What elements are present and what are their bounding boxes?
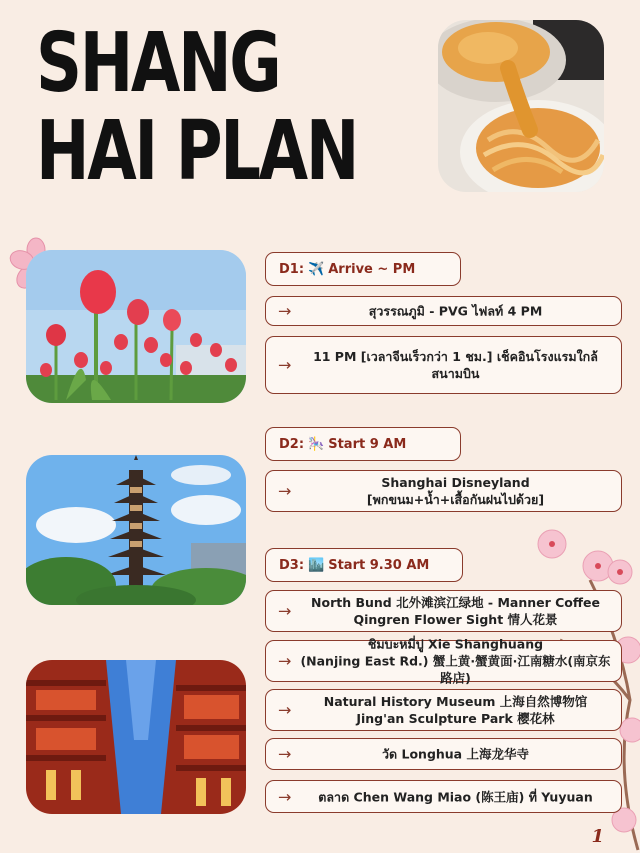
day-3-item-1 bbox=[265, 590, 622, 632]
arrow-icon: → bbox=[278, 651, 292, 671]
old-street-photo bbox=[26, 660, 246, 814]
carousel-icon: 🎠 bbox=[308, 436, 325, 452]
day-3-title: Start 9.30 AM bbox=[328, 557, 430, 573]
arrow-icon: → bbox=[278, 700, 292, 720]
cityscape-icon: 🏙️ bbox=[308, 557, 325, 573]
day-3-item-3 bbox=[265, 689, 622, 731]
title-line-1: SHANG bbox=[36, 16, 280, 111]
arrow-icon: → bbox=[278, 744, 292, 764]
day-1-label: D1: bbox=[279, 261, 305, 277]
day-3-label: D3: bbox=[279, 557, 305, 573]
day-3-item-2 bbox=[265, 636, 622, 686]
day-1-item-1 bbox=[265, 296, 622, 326]
page-title bbox=[36, 16, 358, 199]
item-text-line-1: Natural History Museum 上海自然博物馆 bbox=[323, 694, 588, 709]
item-text-line-2: Jing'an Sculpture Park 樱花林 bbox=[356, 711, 555, 726]
item-text-line-2: Qingren Flower Sight 情人花景 bbox=[353, 612, 558, 627]
airplane-icon: ✈️ bbox=[308, 261, 325, 277]
pagoda-photo bbox=[26, 455, 246, 605]
item-text-line-2: [พกขนม+น้ำ+เสื้อกันฝนไปด้วย] bbox=[366, 492, 545, 507]
arrow-icon: → bbox=[278, 355, 292, 375]
arrow-icon: → bbox=[278, 301, 292, 321]
day-2-title: Start 9 AM bbox=[328, 436, 407, 452]
item-text-line-1: North Bund 北外滩滨江绿地 - Manner Coffee bbox=[311, 595, 600, 610]
item-text: วัด Longhua 上海龙华寺 bbox=[382, 746, 529, 762]
item-text-line-1: ชิมบะหมี่ปู Xie Shanghuang bbox=[367, 636, 544, 652]
title-line-2: HAI PLAN bbox=[36, 104, 358, 199]
noodles-photo bbox=[438, 20, 604, 192]
day-3-header bbox=[265, 548, 463, 582]
day-1-item-2 bbox=[265, 336, 622, 394]
day-3-item-5 bbox=[265, 780, 622, 813]
day-2-label: D2: bbox=[279, 436, 305, 452]
item-text: สุวรรณภูมิ - PVG ไฟลท์ 4 PM bbox=[368, 303, 543, 319]
arrow-icon: → bbox=[278, 787, 292, 806]
day-2-item-1 bbox=[265, 470, 622, 512]
arrow-icon: → bbox=[278, 601, 292, 621]
day-1-header bbox=[265, 252, 461, 286]
day-3-item-4 bbox=[265, 738, 622, 770]
item-text: ตลาด Chen Wang Miao (陈王庙) ที่ Yuyuan bbox=[318, 789, 593, 804]
page-number: 1 bbox=[591, 826, 604, 847]
arrow-icon: → bbox=[278, 481, 292, 501]
item-text: 11 PM [เวลาจีนเร็วกว่า 1 ชม.] เช็คอินโรงแรมใกล้สนามบิน bbox=[313, 349, 598, 381]
day-1-title: Arrive ~ PM bbox=[328, 261, 416, 277]
tulips-photo bbox=[26, 250, 246, 403]
item-text-line-1: Shanghai Disneyland bbox=[381, 475, 530, 490]
day-2-header bbox=[265, 427, 461, 461]
item-text-line-2: (Nanjing East Rd.) 蟹上黄·蟹黄面·江南糖水(南京东路店) bbox=[300, 653, 611, 686]
